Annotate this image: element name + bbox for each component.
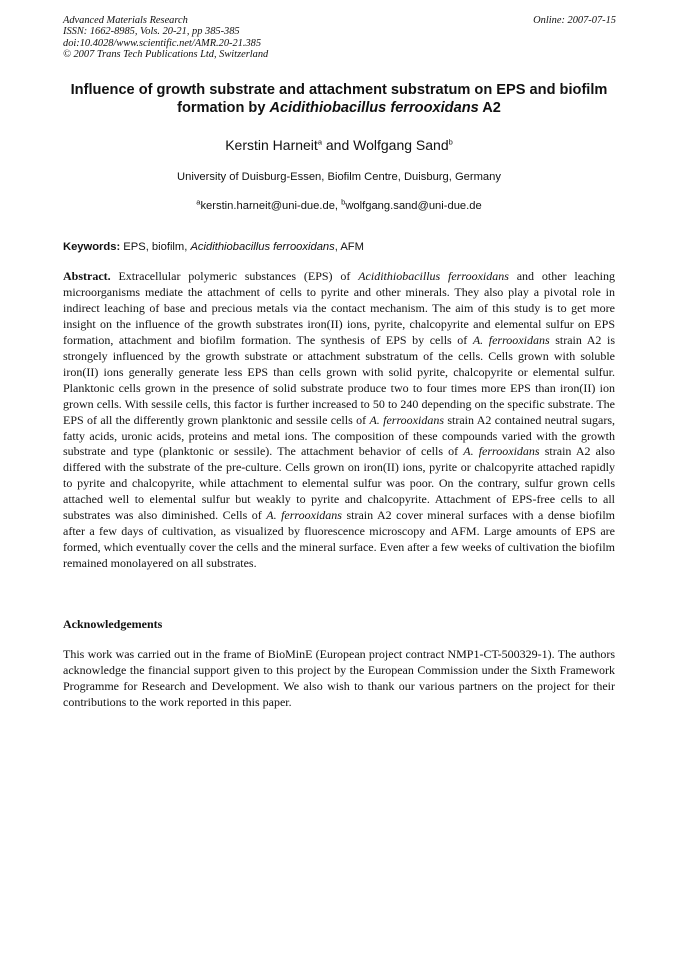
copyright-line: © 2007 Trans Tech Publications Ltd, Switzerland: [63, 49, 269, 61]
title-text: Influence of growth substrate and attachment substratum on EPS and biofilm formation by: [70, 82, 608, 116]
acknowledgements-text: This work was carried out in the frame of BioMinE (European project contract NMP1-CT-500329-1). The authors acknowledge the financial support given to this project by the European Commission under the Sixth Framework Programme for Research and Development. We also wish to thank our various partners on the project for their contributions to the work reported in this paper.: [63, 647, 615, 709]
abstract-text: strain A2 also differed with the substrate of the pre-culture. Cells grown on iron(II) ions, pyrite or chalcopyrite attached rapidly to pyrite and chalcopyrite, while attachment to elemental sulfur was poor. On the contrary, sulfur grown cells attached well to elemental sulfur but weakly to pyrite and chalcopyrite. Attachment of EPS-free cells to all substrates was also diminished. Cells of: [63, 444, 615, 523]
author-and: and: [321, 137, 354, 153]
title-organism: Acidithiobacillus ferrooxidans: [269, 100, 479, 116]
affiliation: University of Duisburg-Essen, Biofilm Centre, Duisburg, Germany: [177, 171, 501, 183]
email-sand[interactable]: wolfgang.sand@uni-due.de: [345, 200, 482, 212]
author-sup-b: b: [448, 137, 453, 147]
author-sup-a: a: [317, 137, 322, 147]
acknowledgements-heading: Acknowledgements: [63, 617, 163, 631]
abstract-text: Extracellular polymeric substances (EPS) of: [110, 269, 359, 283]
keywords-label: Keywords:: [63, 241, 121, 253]
author-harneit: Kerstin Harneit: [225, 137, 318, 153]
running-header: [63, 15, 268, 61]
keywords-text: EPS, biofilm,: [120, 241, 191, 253]
doi-line: doi:10.4028/www.scientific.net/AMR.20-21.385: [63, 37, 262, 49]
abstract-text: strain A2 cover mineral surfaces with a dense biofilm after a few days of cultivation, as visualized by fluorescence microscopy and AFM. Large amounts of EPS are formed, which eventually cover the cells and the mineral surface. Even after a few weeks of cultivation the biofilm remained monolayered on all substrates.: [63, 508, 615, 571]
keywords-organism: Acidithiobacillus ferrooxidans: [190, 241, 335, 253]
abstract-text: and other leaching microorganisms mediate the attachment of cells to pyrite and other minerals. They also play a pivotal role in indirect leaching of base and precious metals via the contact mechanism. The aim of this study is to get more insight on the influence of the growth substrates iron(II) ions, pyrite, chalcopyrite and elemental sulfur on EPS formation, attachment and biofilm formation. The synthesis of EPS by cells of: [63, 269, 616, 347]
email-sup-a: a: [196, 197, 201, 207]
title-strain: A2: [478, 100, 501, 116]
online-date: Online: 2007-07-15: [533, 15, 616, 26]
email-line: [0, 199, 678, 213]
abstract-label: Abstract.: [63, 269, 111, 283]
author-line: [0, 136, 678, 154]
abstract-organism: Acidithiobacillus ferrooxidans: [358, 269, 509, 283]
issn-line: ISSN: 1662-8985, Vols. 20-21, pp 385-385: [63, 26, 240, 38]
email-sup-b: b: [341, 197, 346, 207]
abstract-text: strain A2 contained neutral sugars, fatty acids, uronic acids, proteins and metal ions. The composition of these compounds varied with the growth substrate and type (planktonic or sessile). The attachment behavior of cells of: [63, 412, 616, 459]
abstract-text: strain A2 is strongely influenced by the growth substrate or attachment substratum of the cells. Cells grown with soluble iron(II) ions generally generate less EPS than cells grown with solid pyrite, chalcopyrite or elemental sulfur. Planktonic cells grown in the presence of solid substrate produce two to four times more EPS than iron(II) ion grown cells. With sessile cells, this factor is further increased to 50 to 240 depending on the specific substrate. The EPS of all the differently grown planktonic and sessile cells of: [63, 332, 615, 427]
abstract-organism: A. ferrooxidans: [369, 412, 445, 427]
author-sand: Wolfgang Sand: [353, 137, 449, 153]
paper-title: [50, 81, 628, 117]
abstract-organism: A. ferrooxidans: [472, 332, 550, 347]
keywords: [63, 240, 615, 254]
journal-name: Advanced Materials Research: [63, 15, 188, 26]
email-harneit[interactable]: kerstin.harneit@uni-due.de,: [200, 200, 342, 212]
abstract-organism: A. ferrooxidans: [463, 444, 540, 459]
keywords-text-end: , AFM: [334, 241, 364, 253]
abstract: [63, 269, 615, 572]
abstract-organism: A. ferrooxidans: [266, 508, 342, 523]
